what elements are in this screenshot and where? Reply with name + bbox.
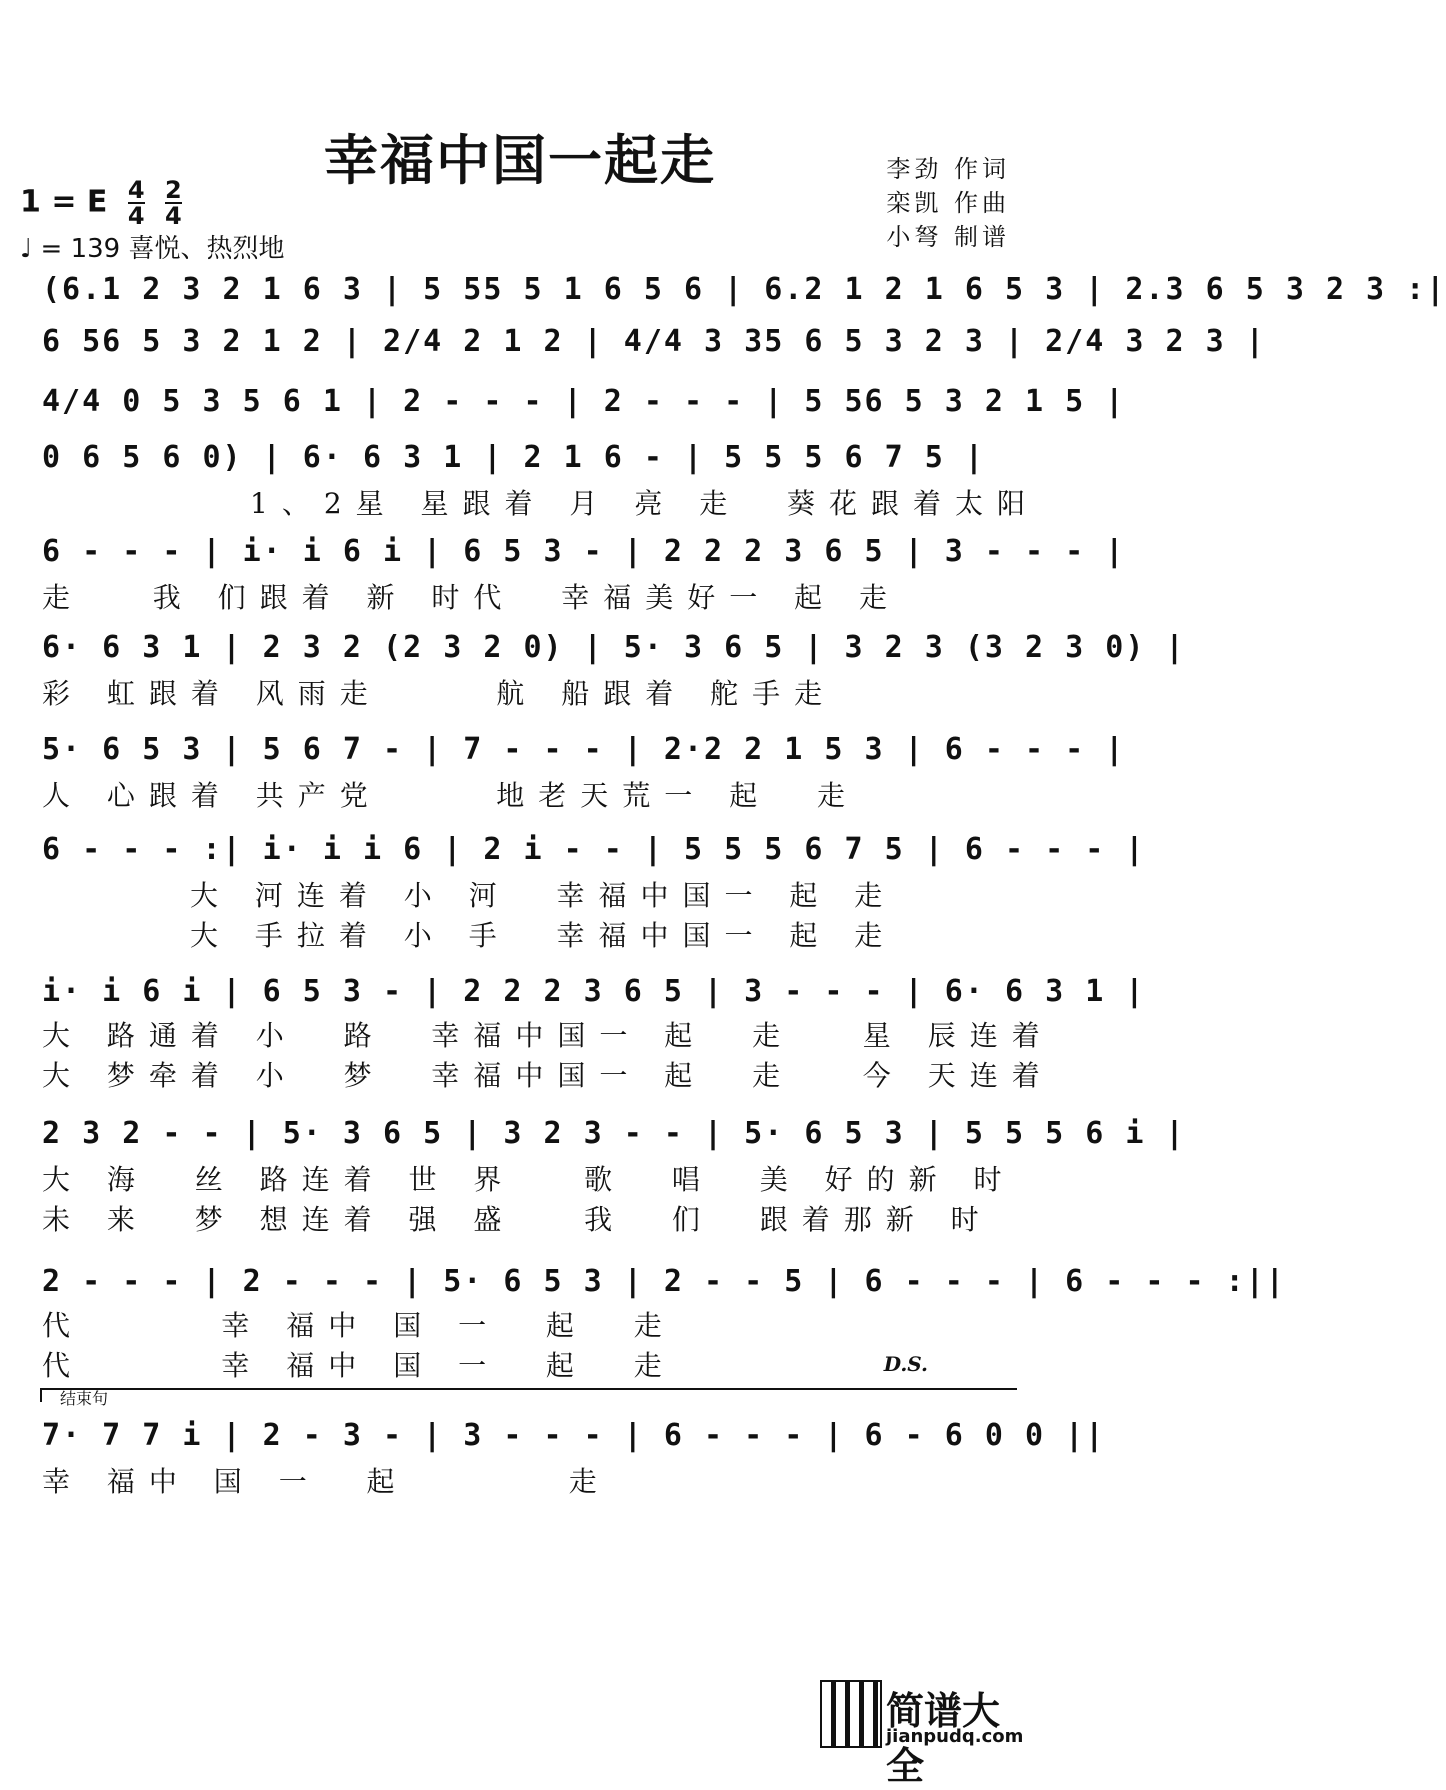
lyrics-line-10a: 大 海 丝 路连着 世 界 歌 唱 美 好的新 时 <box>42 1163 1016 1196</box>
lyrics-line-5: 走 我 们跟着 新 时代 幸福美好一 起 走 <box>42 581 902 614</box>
time-1-denominator: 4 <box>127 202 145 230</box>
score-line-10: 2 3 2 - - | 5· 3 6 5 | 3 2 3 - - | 5· 6 5 3 | 5 5 5 6 i | <box>42 1116 1186 1151</box>
page-title: 幸福中国一起走 <box>324 129 716 192</box>
ending-bracket <box>40 1388 1017 1402</box>
score-line-9: i· i 6 i | 6 5 3 - | 2 2 2 3 6 5 | 3 - - - | 6· 6 3 1 | <box>42 974 1146 1009</box>
lyrics-line-8b: 大 手拉着 小 手 幸福中国一 起 走 <box>190 919 897 952</box>
score-line-11: 2 - - - | 2 - - - | 5· 6 5 3 | 2 - - 5 | 6 - - - | 6 - - - :|| <box>42 1264 1286 1299</box>
score-line-12: 7· 7 7 i | 2 - 3 - | 3 - - - | 6 - - - | 6 - 6 0 0 || <box>42 1418 1106 1453</box>
lyrics-line-6: 彩 虹跟着 风雨走 航 船跟着 舵手走 <box>42 677 837 710</box>
lyrics-line-12: 幸 福中 国 一 起 走 <box>42 1465 611 1498</box>
score-line-3: 4/4 0 5 3 5 6 1 | 2 - - - | 2 - - - | 5 56 5 3 2 1 5 | <box>42 384 1126 419</box>
lyrics-line-7: 人 心跟着 共产党 地老天荒一 起 走 <box>42 779 860 812</box>
lyrics-line-10b: 未 来 梦 想连着 强 盛 我 们 跟着那新 时 <box>42 1203 993 1236</box>
time-signature-1 <box>128 178 145 228</box>
score-line-4: 0 6 5 6 0) | 6· 6 3 1 | 2 1 6 - | 5 5 5 6 7 5 | <box>42 440 985 475</box>
time-2-numerator: 2 <box>165 176 182 204</box>
logo-name: 简谱大全 <box>886 1689 1001 1788</box>
score-line-1: (6.1 2 3 2 1 6 3 | 5 55 5 1 6 5 6 | 6.2 1 2 1 6 5 3 | 2.3 6 5 3 2 3 :| <box>42 272 1446 307</box>
score-line-7: 5· 6 5 3 | 5 6 7 - | 7 - - - | 2·2 2 1 5 3 | 6 - - - | <box>42 732 1126 767</box>
composer: 栾凯 作曲 <box>886 189 1010 217</box>
lyrics-line-11a: 代 幸 福中 国 一 起 走 <box>42 1309 676 1342</box>
tempo-marking: ♩ = 139 喜悦、热烈地 <box>20 234 285 264</box>
lyrics-line-11b: 代 幸 福中 国 一 起 走 <box>42 1349 676 1382</box>
arranger: 小弩 制谱 <box>886 223 1010 251</box>
lyrics-line-4: 1、2星 星跟着 月 亮 走 葵花跟着太阳 <box>250 487 1040 520</box>
piano-keys-icon <box>820 1680 882 1748</box>
lyrics-line-9b: 大 梦牵着 小 梦 幸福中国一 起 走 今 天连着 <box>42 1059 1054 1092</box>
key-signature <box>20 178 182 228</box>
time-signature-2 <box>165 178 182 228</box>
site-logo <box>820 1680 1030 1788</box>
score-line-6: 6· 6 3 1 | 2 3 2 (2 3 2 0) | 5· 3 6 5 | 3 2 3 (3 2 3 0) | <box>42 630 1186 665</box>
logo-url: jianpudq.com <box>886 1726 1024 1747</box>
lyricist: 李劲 作词 <box>886 155 1010 183</box>
ending-label: 结束句 <box>60 1389 109 1408</box>
score-line-2: 6 56 5 3 2 1 2 | 2/4 2 1 2 | 4/4 3 35 6 5 3 2 3 | 2/4 3 2 3 | <box>42 324 1266 359</box>
time-1-numerator: 4 <box>127 176 145 204</box>
key-label: 1 = E <box>20 184 108 220</box>
time-2-denominator: 4 <box>165 202 182 230</box>
score-line-5: 6 - - - | i· i 6 i | 6 5 3 - | 2 2 2 3 6 5 | 3 - - - | <box>42 534 1126 569</box>
dal-segno-mark: D.S. <box>883 1352 928 1376</box>
lyrics-line-9a: 大 路通着 小 路 幸福中国一 起 走 星 辰连着 <box>42 1019 1054 1052</box>
score-line-8: 6 - - - :| i· i i 6 | 2 i - - | 5 5 5 6 7 5 | 6 - - - | <box>42 832 1146 867</box>
lyrics-line-8a: 大 河连着 小 河 幸福中国一 起 走 <box>190 879 897 912</box>
credits <box>886 152 1010 254</box>
